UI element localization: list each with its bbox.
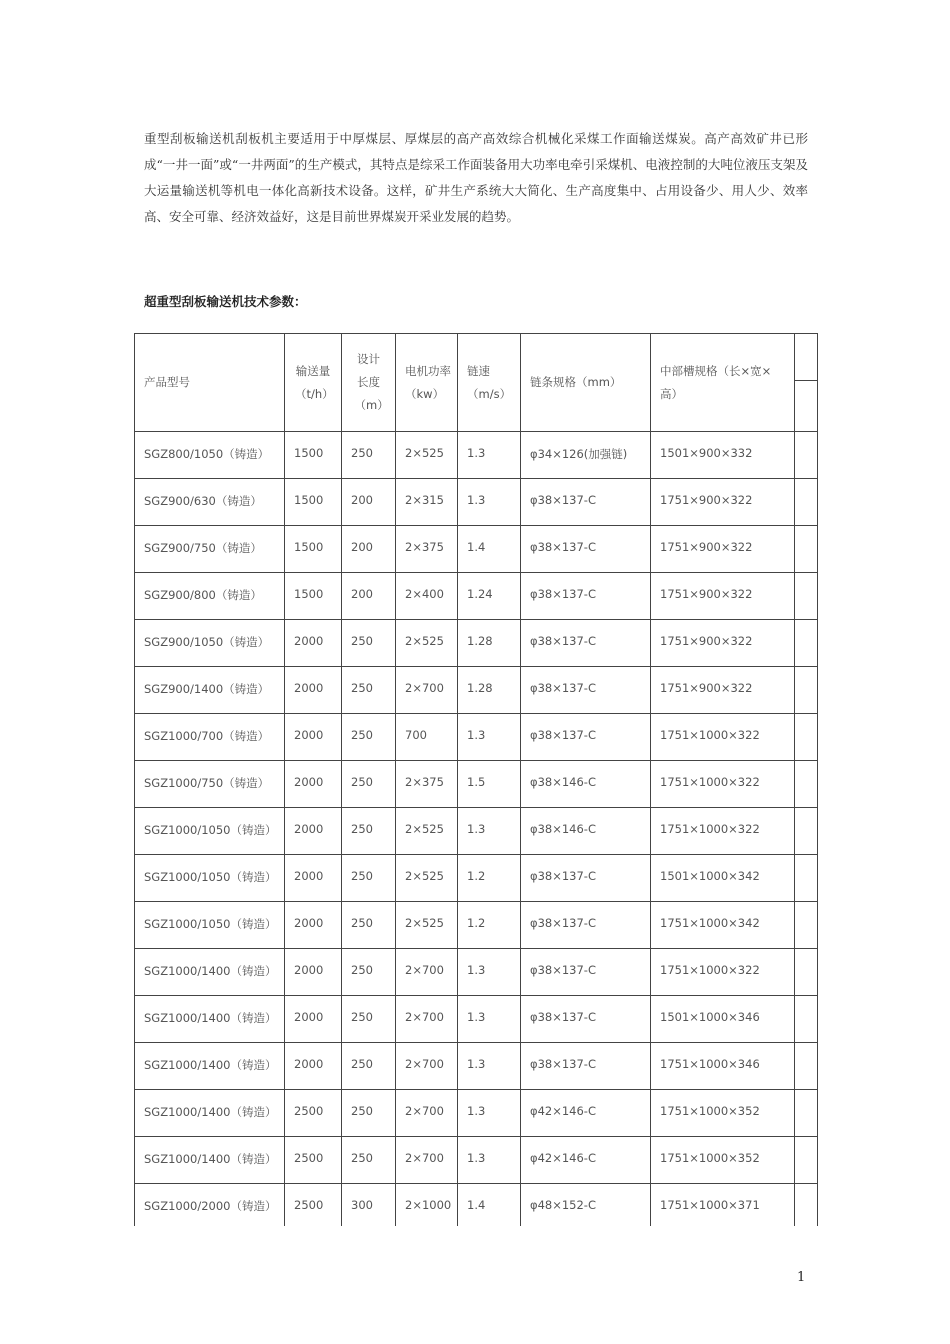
cell-chain-spec: φ38×137-C (521, 620, 651, 667)
cell-chain-spec: φ38×137-C (521, 667, 651, 714)
cell-model: SGZ1000/1050（铸造） (135, 902, 285, 949)
cell-length: 300 (342, 1184, 396, 1227)
cell-length: 250 (342, 620, 396, 667)
cell-capacity: 2500 (285, 1090, 342, 1137)
cell-motor-power: 2×525 (396, 620, 458, 667)
cell-motor-power: 2×400 (396, 573, 458, 620)
header-length (342, 334, 396, 432)
cell-capacity: 2000 (285, 808, 342, 855)
cell-model: SGZ800/1050（铸造） (135, 432, 285, 479)
table-row (135, 667, 818, 714)
cell-extra (795, 667, 818, 714)
cell-chain-speed: 1.4 (458, 526, 521, 573)
cell-length: 250 (342, 1043, 396, 1090)
cell-pan-spec: 1751×1000×322 (651, 714, 795, 761)
table-row (135, 1043, 818, 1090)
cell-chain-spec: φ38×137-C (521, 1043, 651, 1090)
cell-chain-speed: 1.2 (458, 902, 521, 949)
cell-pan-spec: 1751×900×322 (651, 479, 795, 526)
table-header-row (135, 334, 818, 381)
cell-model: SGZ900/800（铸造） (135, 573, 285, 620)
cell-capacity: 1500 (285, 526, 342, 573)
intro-paragraph: 重型刮板输送机刮板机主要适用于中厚煤层、厚煤层的高产高效综合机械化采煤工作面输送煤炭。高产高效矿井已形成“一井一面”或“一井两面”的生产模式，其特点是综采工作面装备用大功率电牵引采煤机、电液控制的大吨位液压支架及大运量输送机等机电一体化高新技术设备。这样，矿井生产系统大大简化、生产高度集中、占用设备少、用人少、效率高、安全可靠、经济效益好，这是目前世界煤炭开采业发展的趋势。 (144, 131, 808, 224)
cell-motor-power: 2×525 (396, 808, 458, 855)
cell-length: 250 (342, 761, 396, 808)
cell-motor-power: 2×525 (396, 432, 458, 479)
cell-motor-power: 2×700 (396, 1090, 458, 1137)
cell-chain-speed: 1.28 (458, 667, 521, 714)
cell-length: 200 (342, 573, 396, 620)
cell-capacity: 2000 (285, 620, 342, 667)
cell-length: 250 (342, 949, 396, 996)
cell-extra (795, 714, 818, 761)
header-length-text: 设计长度（m） (354, 352, 389, 412)
cell-chain-spec: φ38×137-C (521, 996, 651, 1043)
cell-model: SGZ1000/700（铸造） (135, 714, 285, 761)
cell-motor-power: 2×700 (396, 667, 458, 714)
cell-chain-spec: φ38×146-C (521, 808, 651, 855)
cell-extra (795, 573, 818, 620)
cell-pan-spec: 1751×1000×352 (651, 1090, 795, 1137)
cell-model: SGZ1000/1400（铸造） (135, 1043, 285, 1090)
spec-table (134, 333, 818, 1226)
cell-motor-power: 2×1000 (396, 1184, 458, 1227)
cell-pan-spec: 1751×1000×322 (651, 761, 795, 808)
cell-model: SGZ1000/750（铸造） (135, 761, 285, 808)
cell-capacity: 2000 (285, 996, 342, 1043)
table-row (135, 1090, 818, 1137)
cell-pan-spec: 1501×1000×342 (651, 855, 795, 902)
cell-model: SGZ900/630（铸造） (135, 479, 285, 526)
table-row (135, 432, 818, 479)
cell-motor-power: 2×700 (396, 1137, 458, 1184)
cell-chain-spec: φ38×137-C (521, 902, 651, 949)
cell-chain-speed: 1.3 (458, 1137, 521, 1184)
cell-capacity: 1500 (285, 432, 342, 479)
cell-capacity: 2500 (285, 1137, 342, 1184)
cell-extra (795, 996, 818, 1043)
cell-chain-spec: φ38×137-C (521, 573, 651, 620)
table-row (135, 761, 818, 808)
cell-length: 200 (342, 526, 396, 573)
cell-pan-spec: 1751×1000×322 (651, 808, 795, 855)
cell-motor-power: 2×375 (396, 526, 458, 573)
cell-extra (795, 1137, 818, 1184)
cell-chain-speed: 1.3 (458, 1043, 521, 1090)
cell-length: 250 (342, 714, 396, 761)
table-row (135, 573, 818, 620)
cell-capacity: 2000 (285, 1043, 342, 1090)
cell-pan-spec: 1751×1000×342 (651, 902, 795, 949)
cell-chain-speed: 1.3 (458, 949, 521, 996)
cell-extra (795, 432, 818, 479)
cell-motor-power: 2×525 (396, 902, 458, 949)
cell-motor-power: 2×315 (396, 479, 458, 526)
cell-length: 250 (342, 902, 396, 949)
header-chain-spec: 链条规格（mm） (521, 334, 651, 432)
cell-model: SGZ900/750（铸造） (135, 526, 285, 573)
cell-model: SGZ900/1050（铸造） (135, 620, 285, 667)
cell-length: 250 (342, 1090, 396, 1137)
cell-chain-speed: 1.4 (458, 1184, 521, 1227)
cell-chain-spec: φ38×137-C (521, 526, 651, 573)
header-capacity (285, 334, 342, 432)
cell-model: SGZ1000/1400（铸造） (135, 1137, 285, 1184)
cell-extra (795, 1043, 818, 1090)
header-extra-cell-top (795, 334, 818, 381)
table-row (135, 714, 818, 761)
cell-extra (795, 902, 818, 949)
cell-extra (795, 620, 818, 667)
cell-chain-spec: φ42×146-C (521, 1137, 651, 1184)
cell-length: 250 (342, 1137, 396, 1184)
cell-pan-spec: 1751×900×322 (651, 573, 795, 620)
cell-length: 200 (342, 479, 396, 526)
cell-pan-spec: 1751×900×322 (651, 526, 795, 573)
cell-chain-spec: φ34×126(加强链) (521, 432, 651, 479)
section-title: 超重型刮板输送机技术参数： (144, 294, 307, 309)
cell-pan-spec: 1501×900×332 (651, 432, 795, 479)
header-chain-speed (458, 334, 521, 432)
cell-pan-spec: 1751×900×322 (651, 667, 795, 714)
cell-extra (795, 479, 818, 526)
cell-chain-spec: φ38×137-C (521, 855, 651, 902)
cell-extra (795, 761, 818, 808)
cell-length: 250 (342, 808, 396, 855)
cell-extra (795, 1090, 818, 1137)
cell-length: 250 (342, 432, 396, 479)
table-row (135, 1137, 818, 1184)
cell-extra (795, 808, 818, 855)
cell-length: 250 (342, 855, 396, 902)
cell-capacity: 2000 (285, 761, 342, 808)
table-row (135, 949, 818, 996)
cell-chain-speed: 1.3 (458, 996, 521, 1043)
cell-motor-power: 700 (396, 714, 458, 761)
cell-chain-spec: φ38×137-C (521, 949, 651, 996)
cell-extra (795, 1184, 818, 1227)
header-motor-power-text: 电机功率（kw） (405, 363, 451, 401)
cell-chain-speed: 1.3 (458, 1090, 521, 1137)
cell-motor-power: 2×375 (396, 761, 458, 808)
cell-model: SGZ1000/1050（铸造） (135, 855, 285, 902)
cell-pan-spec: 1751×1000×352 (651, 1137, 795, 1184)
cell-capacity: 2000 (285, 949, 342, 996)
table-row (135, 808, 818, 855)
cell-chain-spec: φ38×137-C (521, 479, 651, 526)
cell-chain-speed: 1.3 (458, 432, 521, 479)
cell-motor-power: 2×525 (396, 855, 458, 902)
cell-capacity: 1500 (285, 479, 342, 526)
cell-chain-speed: 1.5 (458, 761, 521, 808)
cell-chain-spec: φ38×146-C (521, 761, 651, 808)
header-motor-power (396, 334, 458, 432)
cell-length: 250 (342, 667, 396, 714)
cell-capacity: 2000 (285, 714, 342, 761)
cell-motor-power: 2×700 (396, 996, 458, 1043)
cell-model: SGZ1000/1400（铸造） (135, 1090, 285, 1137)
table-row (135, 620, 818, 667)
table-row (135, 902, 818, 949)
cell-length: 250 (342, 996, 396, 1043)
cell-capacity: 2000 (285, 667, 342, 714)
table-row (135, 526, 818, 573)
header-capacity-text: 输送量（t/h） (295, 363, 334, 401)
cell-chain-spec: φ38×137-C (521, 714, 651, 761)
cell-chain-spec: φ48×152-C (521, 1184, 651, 1227)
cell-extra (795, 526, 818, 573)
header-pan-spec (651, 334, 795, 432)
cell-chain-speed: 1.24 (458, 573, 521, 620)
cell-motor-power: 2×700 (396, 949, 458, 996)
cell-model: SGZ900/1400（铸造） (135, 667, 285, 714)
table-row (135, 479, 818, 526)
cell-model: SGZ1000/1400（铸造） (135, 949, 285, 996)
header-pan-spec-text: 中部槽规格（长×宽×高） (660, 363, 772, 401)
cell-model: SGZ1000/2000（铸造） (135, 1184, 285, 1227)
cell-chain-speed: 1.3 (458, 714, 521, 761)
cell-chain-speed: 1.2 (458, 855, 521, 902)
cell-model: SGZ1000/1400（铸造） (135, 996, 285, 1043)
cell-chain-speed: 1.3 (458, 479, 521, 526)
cell-capacity: 2000 (285, 902, 342, 949)
page-number: 1 (797, 1270, 806, 1285)
cell-pan-spec: 1501×1000×346 (651, 996, 795, 1043)
cell-capacity: 2000 (285, 855, 342, 902)
header-extra-cell-bottom (795, 381, 818, 432)
cell-extra (795, 949, 818, 996)
header-model: 产品型号 (135, 334, 285, 432)
cell-chain-spec: φ42×146-C (521, 1090, 651, 1137)
cell-model: SGZ1000/1050（铸造） (135, 808, 285, 855)
cell-pan-spec: 1751×1000×346 (651, 1043, 795, 1090)
cell-capacity: 2500 (285, 1184, 342, 1227)
cell-motor-power: 2×700 (396, 1043, 458, 1090)
table-row (135, 855, 818, 902)
cell-capacity: 1500 (285, 573, 342, 620)
table-row (135, 1184, 818, 1227)
cell-pan-spec: 1751×1000×322 (651, 949, 795, 996)
cell-pan-spec: 1751×900×322 (651, 620, 795, 667)
header-chain-speed-text: 链速（m/s） (467, 363, 512, 401)
cell-extra (795, 855, 818, 902)
cell-chain-speed: 1.3 (458, 808, 521, 855)
table-row (135, 996, 818, 1043)
cell-pan-spec: 1751×1000×371 (651, 1184, 795, 1227)
cell-chain-speed: 1.28 (458, 620, 521, 667)
